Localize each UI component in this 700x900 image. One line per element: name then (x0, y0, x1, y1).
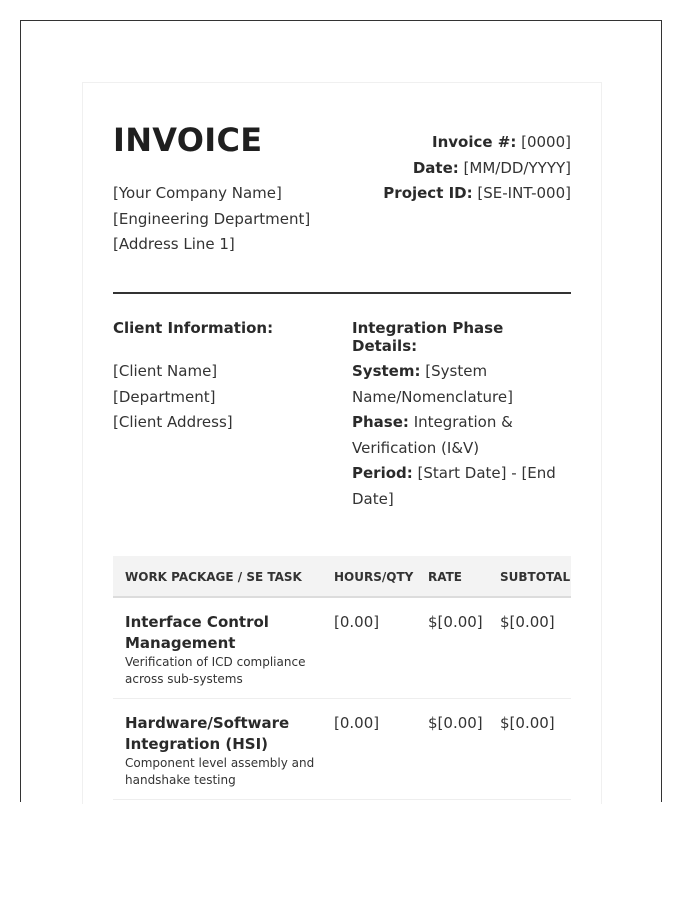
header-rate: RATE (428, 570, 462, 584)
header-work-package: WORK PACKAGE / SE TASK (125, 570, 302, 584)
company-block (113, 181, 310, 258)
company-address: [Address Line 1] (113, 235, 235, 253)
period-value: [Start Date] - [End Date] (352, 464, 556, 508)
task-description: Verification of ICD compliance across sub-systems (125, 655, 306, 686)
task-title: Interface Control Management (125, 613, 269, 652)
header-divider (113, 292, 571, 294)
header-hours: HOURS/QTY (334, 570, 414, 584)
period-label: Period: (352, 464, 413, 482)
task-subtotal: $[0.00] (500, 714, 555, 732)
project-id-value: [SE-INT-000] (477, 184, 571, 202)
system-value: [System Name/Nomenclature] (352, 362, 513, 406)
phase-label: Phase: (352, 413, 409, 431)
project-id-label: Project ID: (383, 184, 473, 202)
table-header (113, 556, 571, 598)
task-description: Component level assembly and handshake testing (125, 756, 315, 787)
invoice-date-label: Date: (412, 158, 459, 177)
task-title: Hardware/Software Integration (HSI) (125, 714, 290, 753)
client-address: [Client Address] (113, 413, 233, 431)
invoice-number-line (383, 130, 571, 156)
invoice-meta (383, 130, 571, 207)
task-hours: [0.00] (334, 714, 380, 732)
phase-value: Integration & Verification (I&V) (352, 413, 513, 457)
line-items-table (113, 556, 571, 800)
task-rate: $[0.00] (428, 613, 483, 631)
company-department: [Engineering Department] (113, 209, 311, 228)
invoice-number-value: [0000] (521, 133, 571, 151)
task-rate: $[0.00] (428, 714, 483, 732)
task-subtotal: $[0.00] (500, 613, 555, 631)
phase-block (352, 359, 571, 512)
invoice-title: INVOICE (113, 121, 263, 159)
project-id-line (383, 181, 571, 207)
client-heading: Client Information: (113, 319, 274, 337)
system-label: System: (352, 362, 421, 380)
client-department: [Department] (113, 387, 216, 406)
invoice-sheet (82, 82, 602, 804)
page-frame (20, 20, 662, 802)
task-hours: [0.00] (334, 613, 380, 631)
system-line (352, 359, 571, 410)
client-name: [Client Name] (113, 362, 218, 380)
client-block (113, 359, 233, 436)
period-line (352, 461, 571, 512)
table-row (113, 598, 571, 699)
header-subtotal: SUBTOTAL (500, 570, 571, 584)
invoice-number-label: Invoice #: (431, 133, 517, 151)
phase-line (352, 410, 571, 461)
invoice-date-line (383, 156, 571, 182)
phase-heading: Integration Phase Details: (352, 319, 504, 355)
table-row (113, 699, 571, 800)
company-name: [Your Company Name] (113, 184, 282, 202)
invoice-date-value: [MM/DD/YYYY] (463, 158, 571, 177)
